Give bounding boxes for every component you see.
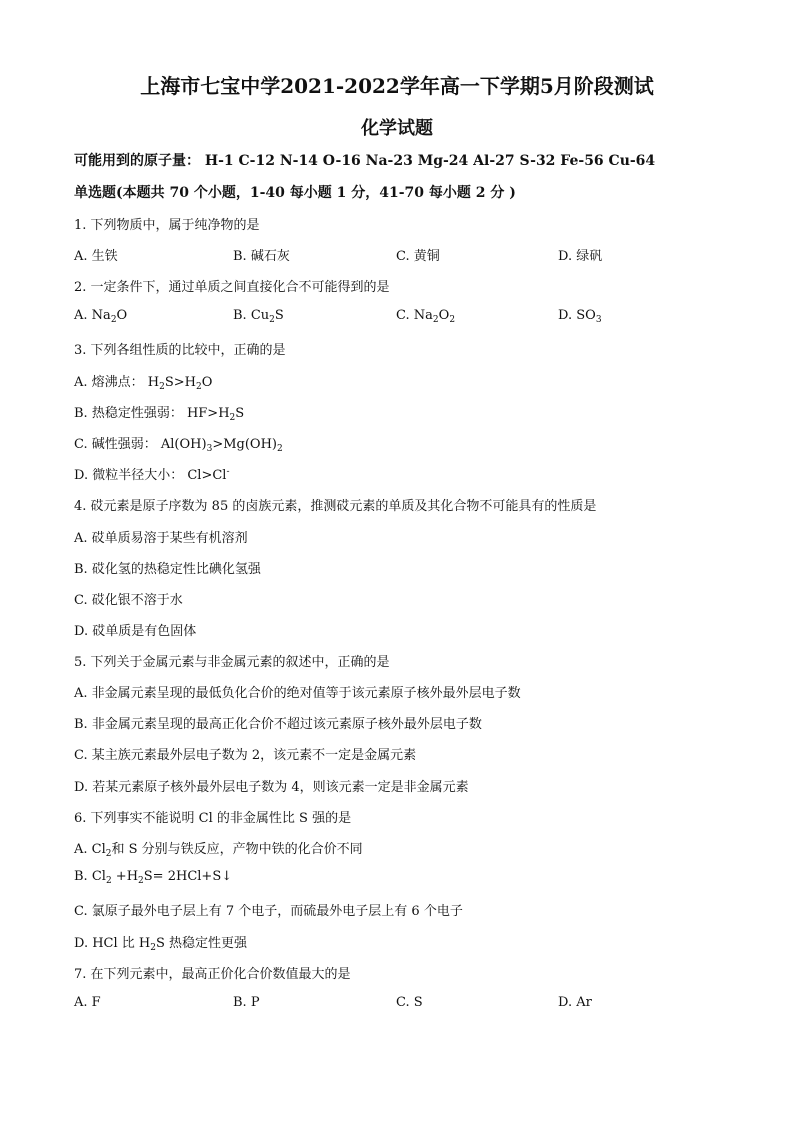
question-2-option-b: B. $Cu_2S$ xyxy=(233,308,284,325)
question-3-stem: 3. 下列各组性质的比较中，正确的是 xyxy=(74,343,286,358)
question-6-option-c: C. 氯原子最外电子层上有 7 个电子，而硫最外电子层上有 6 个电子 xyxy=(74,904,463,919)
question-6-option-b: B. $Cl_2 +H_2S=$ 2HCl+S↓ xyxy=(74,869,233,886)
section-header: 单选题(本题共 70 个小题，1-40 每小题 1 分，41-70 每小题 2 分 ) xyxy=(74,185,516,201)
question-4-option-d: D. 砹单质是有色固体 xyxy=(74,624,197,639)
question-3-option-b: B. 热稳定性强弱： $HF>H_2S$ xyxy=(74,406,245,423)
question-4-stem: 4. 砹元素是原子序数为 85 的卤族元素，推测砹元素的单质及其化合物不可能具有的性质是 xyxy=(74,499,597,514)
question-2-option-c: C. $Na_2O_2$ xyxy=(396,308,456,325)
question-7-option-a: A. F xyxy=(74,995,101,1010)
question-3-option-a: A. 熔沸点： $H_2S>H_2O$ xyxy=(74,375,213,392)
question-6-option-a: A. $Cl_2$和 S 分别与铁反应，产物中铁的化合价不同 xyxy=(74,842,363,859)
question-5-option-a: A. 非金属元素呈现的最低负化合价的绝对值等于该元素原子核外最外层电子数 xyxy=(74,686,521,701)
question-5-stem: 5. 下列关于金属元素与非金属元素的叙述中，正确的是 xyxy=(74,655,390,670)
question-3-option-c: C. 碱性强弱： $Al(OH)_3>Mg(OH)_2$ xyxy=(74,437,283,454)
atomic-masses: 可能用到的原子量： H-1 C-12 N-14 O-16 Na-23 Mg-24 Al-27 S-32 Fe-56 Cu-64 xyxy=(74,153,656,169)
question-7-option-b: B. P xyxy=(233,995,260,1010)
question-4-option-a: A. 砹单质易溶于某些有机溶剂 xyxy=(74,531,248,546)
question-2-option-d: D. $SO_3$ xyxy=(558,308,602,325)
question-5-option-b: B. 非金属元素呈现的最高正化合价不超过该元素原子核外最外层电子数 xyxy=(74,717,482,732)
question-7-option-c: C. S xyxy=(396,995,423,1010)
question-7-stem: 7. 在下列元素中，最高正价化合价数值最大的是 xyxy=(74,967,351,982)
question-4-option-b: B. 砹化氢的热稳定性比碘化氢强 xyxy=(74,562,261,577)
question-1-option-b: B. 碱石灰 xyxy=(233,249,290,264)
question-1-option-a: A. 生铁 xyxy=(74,249,118,264)
question-4-option-c: C. 砹化银不溶于水 xyxy=(74,593,183,608)
question-1-option-c: C. 黄铜 xyxy=(396,249,440,264)
question-6-option-d: D. HCl 比 $H_2S$ 热稳定性更强 xyxy=(74,936,248,953)
question-3-option-d: D. 微粒半径大小： Cl>Cl- xyxy=(74,467,230,483)
exam-subtitle: 化学试题 xyxy=(361,118,433,139)
question-1-option-d: D. 绿矾 xyxy=(558,249,603,264)
question-1-stem: 1. 下列物质中，属于纯净物的是 xyxy=(74,218,260,233)
question-2-stem: 2. 一定条件下，通过单质之间直接化合不可能得到的是 xyxy=(74,280,390,295)
question-5-option-c: C. 某主族元素最外层电子数为 2，该元素不一定是金属元素 xyxy=(74,748,417,763)
question-5-option-d: D. 若某元素原子核外最外层电子数为 4，则该元素一定是非金属元素 xyxy=(74,780,469,795)
question-6-stem: 6. 下列事实不能说明 Cl 的非金属性比 S 强的是 xyxy=(74,811,352,826)
question-2-option-a: A. $Na_2O$ xyxy=(74,308,128,325)
question-7-option-d: D. Ar xyxy=(558,995,592,1010)
exam-title: 上海市七宝中学2021-2022学年高一下学期5月阶段测试 xyxy=(140,74,654,98)
